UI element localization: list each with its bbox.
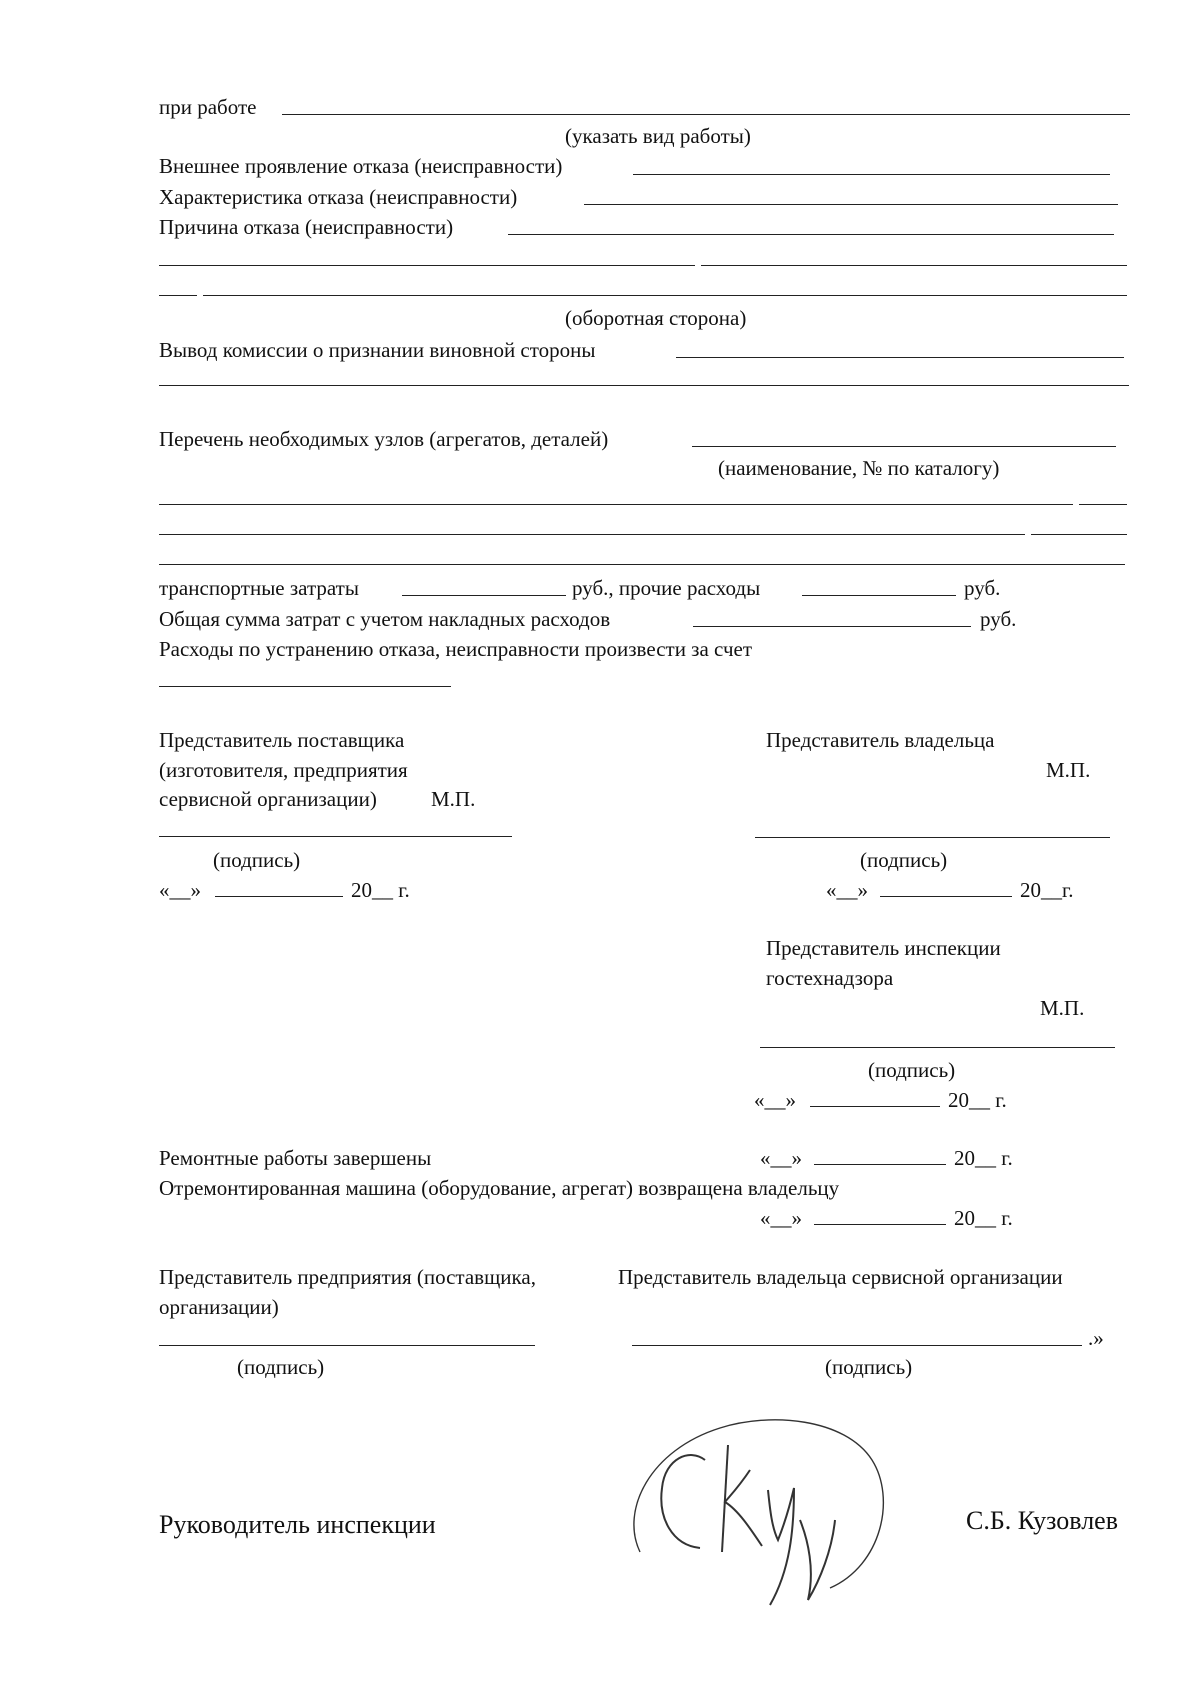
machine-returned-year: 20__ г. (954, 1206, 1013, 1230)
failure-manifestation-label: Внешнее проявление отказа (неисправности) (159, 154, 563, 178)
failure-cause-line-2a[interactable] (159, 265, 695, 266)
inspection-rep-line1: Представитель инспекции (766, 936, 1001, 960)
failure-characteristic-line[interactable] (584, 204, 1118, 205)
owner-rep-date-year: 20__г. (1020, 878, 1074, 902)
other-costs-label: руб., прочие расходы (572, 576, 761, 600)
inspection-rep-date-year: 20__ г. (948, 1088, 1007, 1112)
enterprise-rep-line2: организации) (159, 1295, 279, 1319)
inspection-rep-stamp: М.П. (1040, 996, 1085, 1020)
inspection-rep-date-month-line[interactable] (810, 1106, 940, 1107)
service-owner-rep-signature-hint: (подпись) (825, 1355, 913, 1379)
failure-cause-label: Причина отказа (неисправности) (159, 215, 454, 239)
owner-rep-stamp: М.П. (1046, 758, 1091, 782)
head-name: С.Б. Кузовлев (966, 1506, 1119, 1535)
parts-line-3b[interactable] (1031, 534, 1127, 535)
repair-completed-date-quote: «__» (760, 1146, 802, 1170)
repair-completed-month-line[interactable] (814, 1164, 946, 1165)
enterprise-rep-signature-line[interactable] (159, 1345, 535, 1346)
owner-rep-date-quote: «__» (826, 878, 868, 902)
supplier-rep-signature-hint: (подпись) (213, 848, 301, 872)
parts-line[interactable] (692, 446, 1116, 447)
supplier-rep-line3: сервисной организации) (159, 787, 377, 811)
handwritten-signature (610, 1400, 910, 1615)
parts-label: Перечень необходимых узлов (агрегатов, деталей) (159, 427, 609, 451)
repair-completed-year: 20__ г. (954, 1146, 1013, 1170)
failure-cause-line-3a[interactable] (159, 295, 197, 296)
failure-cause-line-3b[interactable] (203, 295, 1127, 296)
commission-conclusion-line[interactable] (676, 357, 1124, 358)
elimination-costs-label: Расходы по устранению отказа, неисправности произвести за счет (159, 637, 753, 661)
inspection-rep-line2: гостехнадзора (766, 966, 894, 990)
total-costs-currency: руб. (980, 607, 1017, 631)
total-costs-label: Общая сумма затрат с учетом накладных расходов (159, 607, 611, 631)
enterprise-rep-line1: Представитель предприятия (поставщика, (159, 1265, 536, 1289)
machine-returned-month-line[interactable] (814, 1224, 946, 1225)
supplier-rep-signature-line[interactable] (159, 836, 512, 837)
owner-rep-title: Представитель владельца (766, 728, 995, 752)
elimination-payer-line[interactable] (159, 686, 451, 687)
service-owner-rep-title: Представитель владельца сервисной организации (618, 1265, 1063, 1289)
parts-line-4[interactable] (159, 564, 1125, 565)
repair-completed-label: Ремонтные работы завершены (159, 1146, 432, 1170)
commission-conclusion-label: Вывод комиссии о признании виновной стороны (159, 338, 596, 362)
failure-cause-line-2b[interactable] (701, 265, 1127, 266)
inspection-rep-date-quote: «__» (754, 1088, 796, 1112)
failure-manifestation-line[interactable] (633, 174, 1110, 175)
machine-returned-label: Отремонтированная машина (оборудование, агрегат) возвращена владельцу (159, 1176, 840, 1200)
commission-conclusion-line-2[interactable] (159, 385, 1129, 386)
work-hint: (указать вид работы) (565, 124, 751, 148)
head-title: Руководитель инспекции (159, 1510, 436, 1539)
supplier-rep-line1: Представитель поставщика (159, 728, 405, 752)
parts-line-2a[interactable] (159, 504, 1073, 505)
work-field-line[interactable] (282, 114, 1130, 115)
owner-rep-signature-line[interactable] (755, 837, 1110, 838)
parts-hint: (наименование, № по каталогу) (718, 456, 1000, 480)
service-owner-rep-signature-line[interactable] (632, 1345, 1082, 1346)
parts-line-3a[interactable] (159, 534, 1025, 535)
supplier-rep-date-month-line[interactable] (215, 896, 343, 897)
machine-returned-date-quote: «__» (760, 1206, 802, 1230)
inspection-rep-signature-hint: (подпись) (868, 1058, 956, 1082)
closing-quote: .» (1088, 1326, 1104, 1350)
inspection-rep-signature-line[interactable] (760, 1047, 1115, 1048)
supplier-rep-line2: (изготовителя, предприятия (159, 758, 408, 782)
parts-line-2b[interactable] (1079, 504, 1127, 505)
other-costs-line[interactable] (802, 595, 956, 596)
supplier-rep-stamp: М.П. (431, 787, 476, 811)
transport-costs-label: транспортные затраты (159, 576, 359, 600)
work-label: при работе (159, 95, 257, 119)
supplier-rep-date-quote: «__» (159, 878, 201, 902)
failure-characteristic-label: Характеристика отказа (неисправности) (159, 185, 518, 209)
owner-rep-signature-hint: (подпись) (860, 848, 948, 872)
total-costs-line[interactable] (693, 626, 971, 627)
owner-rep-date-month-line[interactable] (880, 896, 1012, 897)
reverse-side-note: (оборотная сторона) (565, 306, 747, 330)
failure-cause-line[interactable] (508, 234, 1114, 235)
supplier-rep-date-year: 20__ г. (351, 878, 410, 902)
other-costs-currency: руб. (964, 576, 1001, 600)
transport-costs-line[interactable] (402, 595, 566, 596)
enterprise-rep-signature-hint: (подпись) (237, 1355, 325, 1379)
